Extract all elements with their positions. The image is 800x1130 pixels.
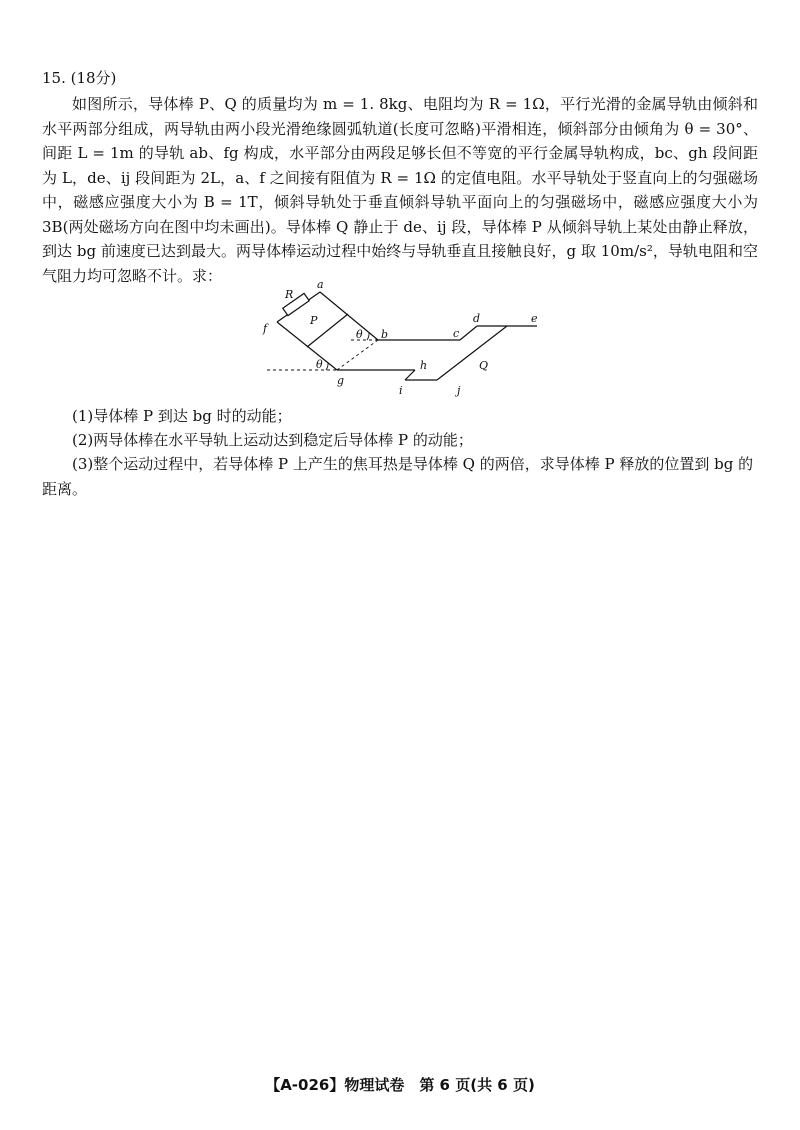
label-b: b bbox=[381, 328, 389, 341]
sub-question-3: (3)整个运动过程中，若导体棒 P 上产生的焦耳热是导体棒 Q 的两倍，求导体棒 P 释放的位置到 bg 的距离。 bbox=[42, 455, 754, 498]
label-j: j bbox=[457, 384, 461, 397]
label-d: d bbox=[473, 312, 481, 325]
rail-fg bbox=[277, 322, 337, 370]
label-f: f bbox=[263, 322, 268, 335]
label-a: a bbox=[317, 280, 324, 291]
angle-arc-bottom bbox=[326, 363, 328, 370]
label-e: e bbox=[531, 312, 538, 325]
label-g: g bbox=[337, 374, 345, 387]
label-h: h bbox=[420, 359, 428, 372]
label-Q: Q bbox=[479, 359, 489, 372]
label-theta-top: θ bbox=[356, 328, 363, 341]
angle-arc-top bbox=[367, 333, 369, 340]
rail-diagram-svg bbox=[255, 280, 555, 400]
rail-ab bbox=[320, 292, 378, 340]
rail-hi bbox=[405, 370, 415, 380]
label-P: P bbox=[310, 314, 318, 327]
label-theta-bottom: θ bbox=[316, 358, 323, 371]
rail-cd bbox=[460, 326, 477, 340]
sub-question-2: (2)两导体棒在水平导轨上运动达到稳定后导体棒 P 的动能； bbox=[72, 431, 473, 449]
dashed-bg bbox=[337, 340, 378, 370]
sub-question-1: (1)导体棒 P 到达 bg 时的动能； bbox=[72, 407, 292, 425]
circuit-diagram bbox=[255, 280, 555, 400]
label-R: R bbox=[285, 288, 294, 301]
label-c: c bbox=[453, 327, 460, 340]
label-i: i bbox=[399, 384, 403, 397]
question-number: 15. (18分) bbox=[42, 69, 117, 87]
page-footer: 【A-026】物理试卷 第 6 页(共 6 页) bbox=[265, 1076, 535, 1094]
question-stem: 如图所示，导体棒 P、Q 的质量均为 m = 1. 8kg、电阻均为 R = 1Ω，平行光滑的金属导轨由倾斜和水平两部分组成，两导轨由两小段光滑绝缘圆弧轨道(长度可忽略)平滑相连，倾斜部分由倾角为 θ = 30°、间距 L = 1m 的导轨 ab、fg 构成，水平部分由两段足够长但不等宽的平行金属导轨构成，bc、gh 段间距为 L，de、ij 段间距为 2L，a、f 之间接有阻值为 R = 1Ω 的定值电阻。水平导轨处于竖直向上的匀强磁场中，磁感应强度大小为 B = 1T，倾斜导轨处于垂直倾斜导轨平面向上的匀强磁场中，磁感应强度大小为 3B(两处磁场方向在图中均未画出)。导体棒 Q 静止于 de、ij 段，导体棒 P 从倾斜导轨上某处由静止释放，到达 bg 前速度已达到最大。两导体棒运动过程中始终与导轨垂直且接触良好，g 取 10m/s²，导轨电阻和空气阻力均可忽略不计。求： bbox=[42, 95, 758, 285]
rod-Q bbox=[437, 326, 507, 380]
